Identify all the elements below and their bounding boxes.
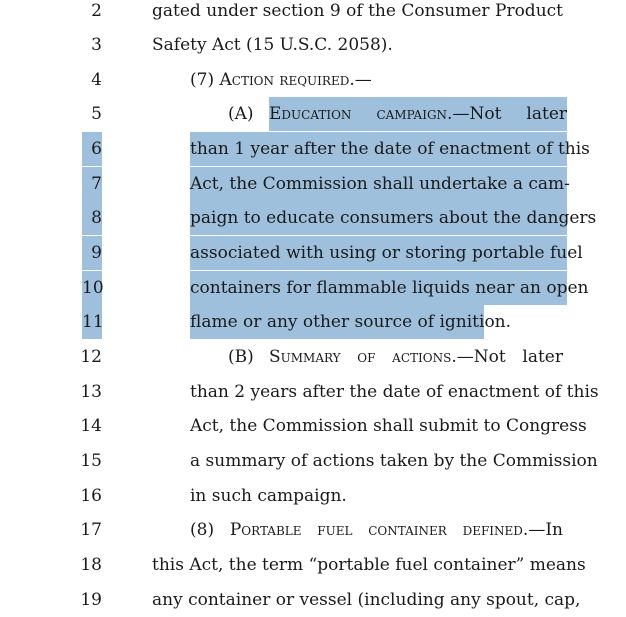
paragraph-label: (A) bbox=[228, 104, 254, 124]
selected-text[interactable] bbox=[269, 97, 567, 131]
paragraph-label: (B) bbox=[228, 347, 254, 367]
line-text: gated under section 9 of the Consumer Product bbox=[152, 1, 563, 21]
heading-small-caps: Education campaign. bbox=[269, 104, 453, 124]
selected-text[interactable]: paign to educate consumers about the dangers bbox=[190, 201, 567, 235]
paragraph-label: (8) bbox=[190, 520, 230, 540]
line-number: 19 bbox=[80, 590, 102, 610]
line-number-selected: 6 bbox=[82, 132, 102, 166]
line-number: 17 bbox=[80, 520, 102, 540]
line-number: 18 bbox=[80, 555, 102, 575]
line-12 bbox=[0, 340, 626, 374]
line-5 bbox=[0, 97, 626, 131]
line-text: any container or vessel (including any spout, cap, bbox=[152, 590, 581, 610]
line-2 bbox=[0, 0, 626, 28]
line-number: 15 bbox=[80, 451, 102, 471]
heading-tail: —In bbox=[528, 520, 563, 540]
line-text bbox=[190, 513, 563, 547]
line-number: 16 bbox=[80, 486, 102, 506]
line-19 bbox=[0, 583, 626, 617]
line-6 bbox=[0, 132, 626, 166]
heading-tail: —Not later bbox=[456, 347, 563, 367]
line-number-selected: 9 bbox=[82, 236, 102, 270]
line-text: this Act, the term “portable fuel container” means bbox=[152, 555, 586, 575]
heading-dash: — bbox=[354, 70, 372, 90]
line-text: Act, the Commission shall submit to Congress bbox=[190, 416, 587, 436]
heading-small-caps: Portable fuel container defined. bbox=[229, 520, 529, 540]
line-number: 14 bbox=[80, 416, 102, 436]
line-text: than 2 years after the date of enactment of this bbox=[190, 382, 599, 402]
line-number-selected: 8 bbox=[82, 201, 102, 235]
line-18 bbox=[0, 548, 626, 582]
selected-text[interactable]: containers for flammable liquids near an open bbox=[190, 271, 567, 305]
heading-small-caps: Action required. bbox=[219, 70, 355, 90]
line-10 bbox=[0, 271, 626, 305]
line-number-selected: 10 bbox=[82, 271, 102, 305]
line-number-selected: 11 bbox=[82, 305, 102, 339]
line-3 bbox=[0, 28, 626, 62]
selected-text[interactable]: associated with using or storing portable fuel bbox=[190, 236, 567, 270]
line-number: 2 bbox=[91, 1, 102, 21]
line-text: in such campaign. bbox=[190, 486, 347, 506]
line-text bbox=[269, 340, 563, 374]
line-text bbox=[190, 63, 372, 97]
line-number-selected: 7 bbox=[82, 167, 102, 201]
line-4 bbox=[0, 63, 626, 97]
line-9 bbox=[0, 236, 626, 270]
line-text: a summary of actions taken by the Commission bbox=[190, 451, 598, 471]
line-7 bbox=[0, 167, 626, 201]
line-14 bbox=[0, 409, 626, 443]
heading-small-caps: Summary of actions. bbox=[269, 347, 457, 367]
line-number: 5 bbox=[91, 104, 102, 124]
line-text: Safety Act (15 U.S.C. 2058). bbox=[152, 35, 393, 55]
line-15 bbox=[0, 444, 626, 478]
line-17 bbox=[0, 513, 626, 547]
selected-text[interactable]: flame or any other source of ignition. bbox=[190, 305, 484, 339]
line-number: 3 bbox=[91, 35, 102, 55]
line-number: 4 bbox=[91, 70, 102, 90]
line-13 bbox=[0, 375, 626, 409]
line-16 bbox=[0, 479, 626, 513]
line-number: 13 bbox=[80, 382, 102, 402]
selected-text[interactable]: than 1 year after the date of enactment of this bbox=[190, 132, 567, 166]
paragraph-label: (7) bbox=[190, 70, 220, 90]
selected-text[interactable]: Act, the Commission shall undertake a cam- bbox=[190, 167, 567, 201]
line-8 bbox=[0, 201, 626, 235]
heading-tail: —Not later bbox=[452, 104, 568, 124]
line-number: 12 bbox=[80, 347, 102, 367]
line-11 bbox=[0, 305, 626, 339]
